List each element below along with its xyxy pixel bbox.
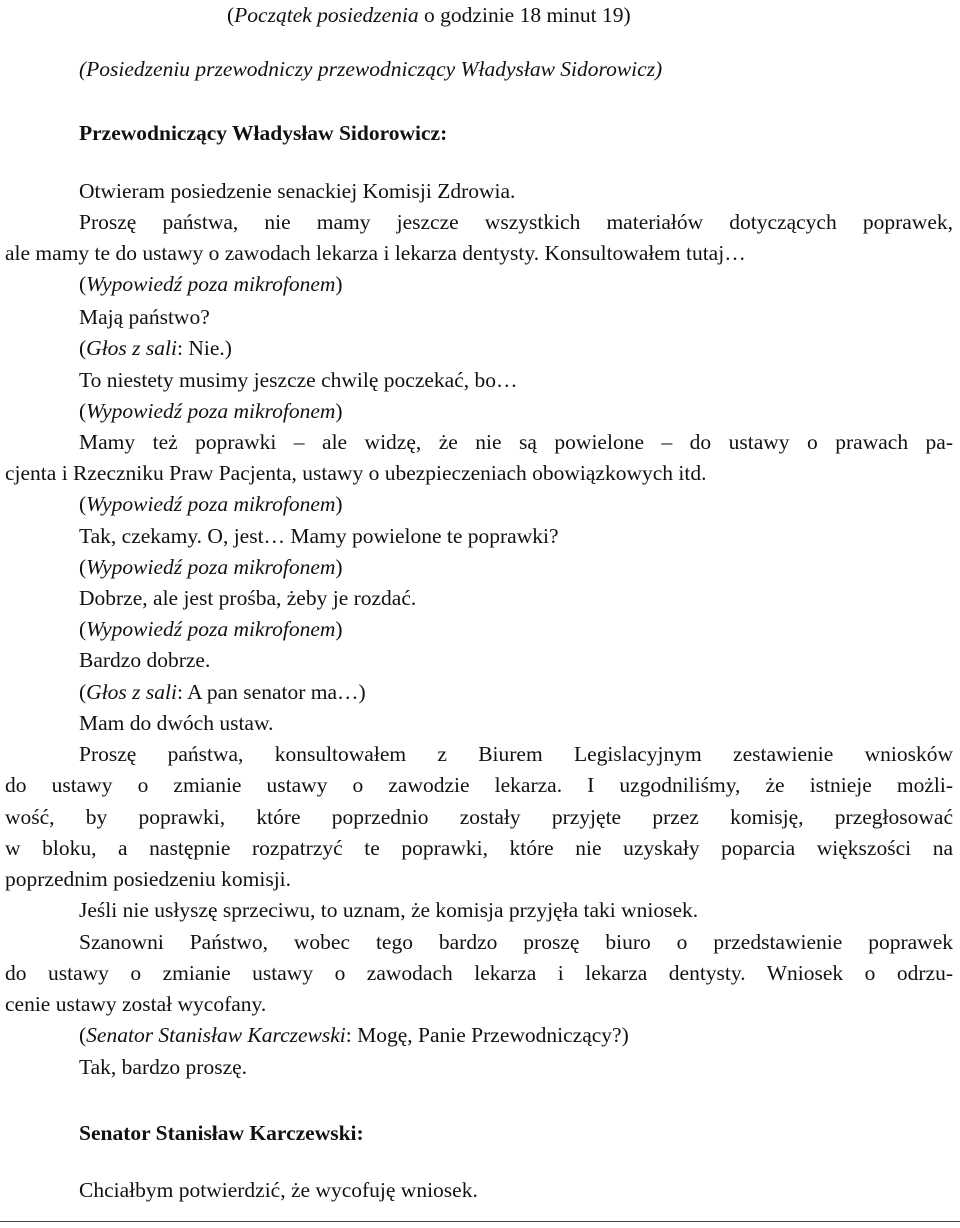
paragraph-line: do ustawy o zmianie ustawy o zawodach lekarza i lekarza dentysty. Wniosek o odrzu- — [5, 961, 953, 985]
paragraph-line: Dobrze, ale jest prośba, żeby je rozdać. — [79, 586, 417, 610]
session-start-note — [227, 3, 631, 28]
paragraph-line: ale mamy te do ustawy o zawodach lekarza i lekarza dentysty. Konsultowałem tutaj… — [5, 241, 746, 265]
chair-note — [79, 57, 662, 82]
offmic-text: Wypowiedź poza mikrofonem — [86, 492, 336, 516]
paren: ( — [227, 3, 235, 27]
paragraph-line: To niestety musimy jeszcze chwilę poczekać, bo… — [79, 368, 518, 392]
voice-label: Głos z sali — [86, 336, 177, 360]
speaker-heading-senator: Senator Stanisław Karczewski: — [79, 1121, 364, 1145]
session-start-label: Początek posiedzenia — [234, 3, 419, 27]
senator-note-text: : Mogę, Panie Przewodniczący?) — [345, 1023, 629, 1047]
offmic-text: Wypowiedź poza mikrofonem — [86, 555, 336, 579]
paragraph-line: Bardzo dobrze. — [79, 648, 211, 672]
paragraph-line: do ustawy o zmianie ustawy o zawodzie lekarza. I uzgodniliśmy, że istnieje możli- — [5, 773, 953, 797]
paragraph-line: poprzednim posiedzeniu komisji. — [5, 867, 292, 891]
offmic-text: Wypowiedź poza mikrofonem — [86, 272, 336, 296]
paragraph-line: cenie ustawy został wycofany. — [5, 992, 267, 1016]
voice-text: : A pan senator ma…) — [176, 680, 366, 704]
voice-note: (Głos z sali: Nie.) — [79, 336, 232, 360]
paragraph-line: Tak, bardzo proszę. — [79, 1055, 248, 1079]
paragraph-line: wość, by poprawki, które poprzednio zostały przyjęte przez komisję, przegłosować — [5, 805, 953, 829]
offmic-note: (Wypowiedź poza mikrofonem) — [79, 555, 343, 579]
offmic-note: (Wypowiedź poza mikrofonem) — [79, 399, 343, 423]
paragraph-line: cjenta i Rzeczniku Praw Pacjenta, ustawy o ubezpieczeniach obowiązkowych itd. — [5, 461, 707, 485]
senator-note-name: Senator Stanisław Karczewski — [86, 1023, 346, 1047]
paragraph-line: Otwieram posiedzenie senackiej Komisji Zdrowia. — [79, 179, 516, 203]
voice-note: (Głos z sali: A pan senator ma…) — [79, 680, 366, 704]
offmic-note: (Wypowiedź poza mikrofonem) — [79, 617, 343, 641]
paragraph-line: Szanowni Państwo, wobec tego bardzo proszę biuro o przedstawienie poprawek — [79, 930, 953, 954]
paragraph-line: Proszę państwa, nie mamy jeszcze wszystkich materiałów dotyczących poprawek, — [79, 210, 953, 234]
chair-note-text: (Posiedzeniu przewodniczy przewodniczący Władysław Sidorowicz) — [79, 57, 663, 81]
offmic-note: (Wypowiedź poza mikrofonem) — [79, 272, 343, 296]
paragraph-line: Chciałbym potwierdzić, że wycofuję wniosek. — [79, 1178, 478, 1202]
paragraph-line: Proszę państwa, konsultowałem z Biurem Legislacyjnym zestawienie wniosków — [79, 742, 953, 766]
voice-label: Głos z sali — [86, 680, 177, 704]
voice-text: : Nie.) — [176, 336, 232, 360]
paragraph-line: Jeśli nie usłyszę sprzeciwu, to uznam, że komisja przyjęła taki wniosek. — [79, 898, 699, 922]
paragraph-line: Mają państwo? — [79, 305, 210, 329]
paragraph-line: w bloku, a następnie rozpatrzyć te poprawki, które nie uzyskały poparcia większości na — [5, 836, 953, 860]
paragraph-line: Tak, czekamy. O, jest… Mamy powielone te poprawki? — [79, 524, 559, 548]
paragraph-line: Mamy też poprawki – ale widzę, że nie są powielone – do ustawy o prawach pa- — [79, 430, 953, 454]
offmic-note: (Wypowiedź poza mikrofonem) — [79, 492, 343, 516]
session-start-time: o godzinie 18 minut 19) — [418, 3, 631, 27]
offmic-text: Wypowiedź poza mikrofonem — [86, 399, 336, 423]
footer-divider — [0, 1221, 960, 1222]
senator-note: (Senator Stanisław Karczewski: Mogę, Panie Przewodniczący?) — [79, 1023, 629, 1047]
speaker-heading-chair: Przewodniczący Władysław Sidorowicz: — [79, 121, 448, 145]
paragraph-line: Mam do dwóch ustaw. — [79, 711, 274, 735]
offmic-text: Wypowiedź poza mikrofonem — [86, 617, 336, 641]
